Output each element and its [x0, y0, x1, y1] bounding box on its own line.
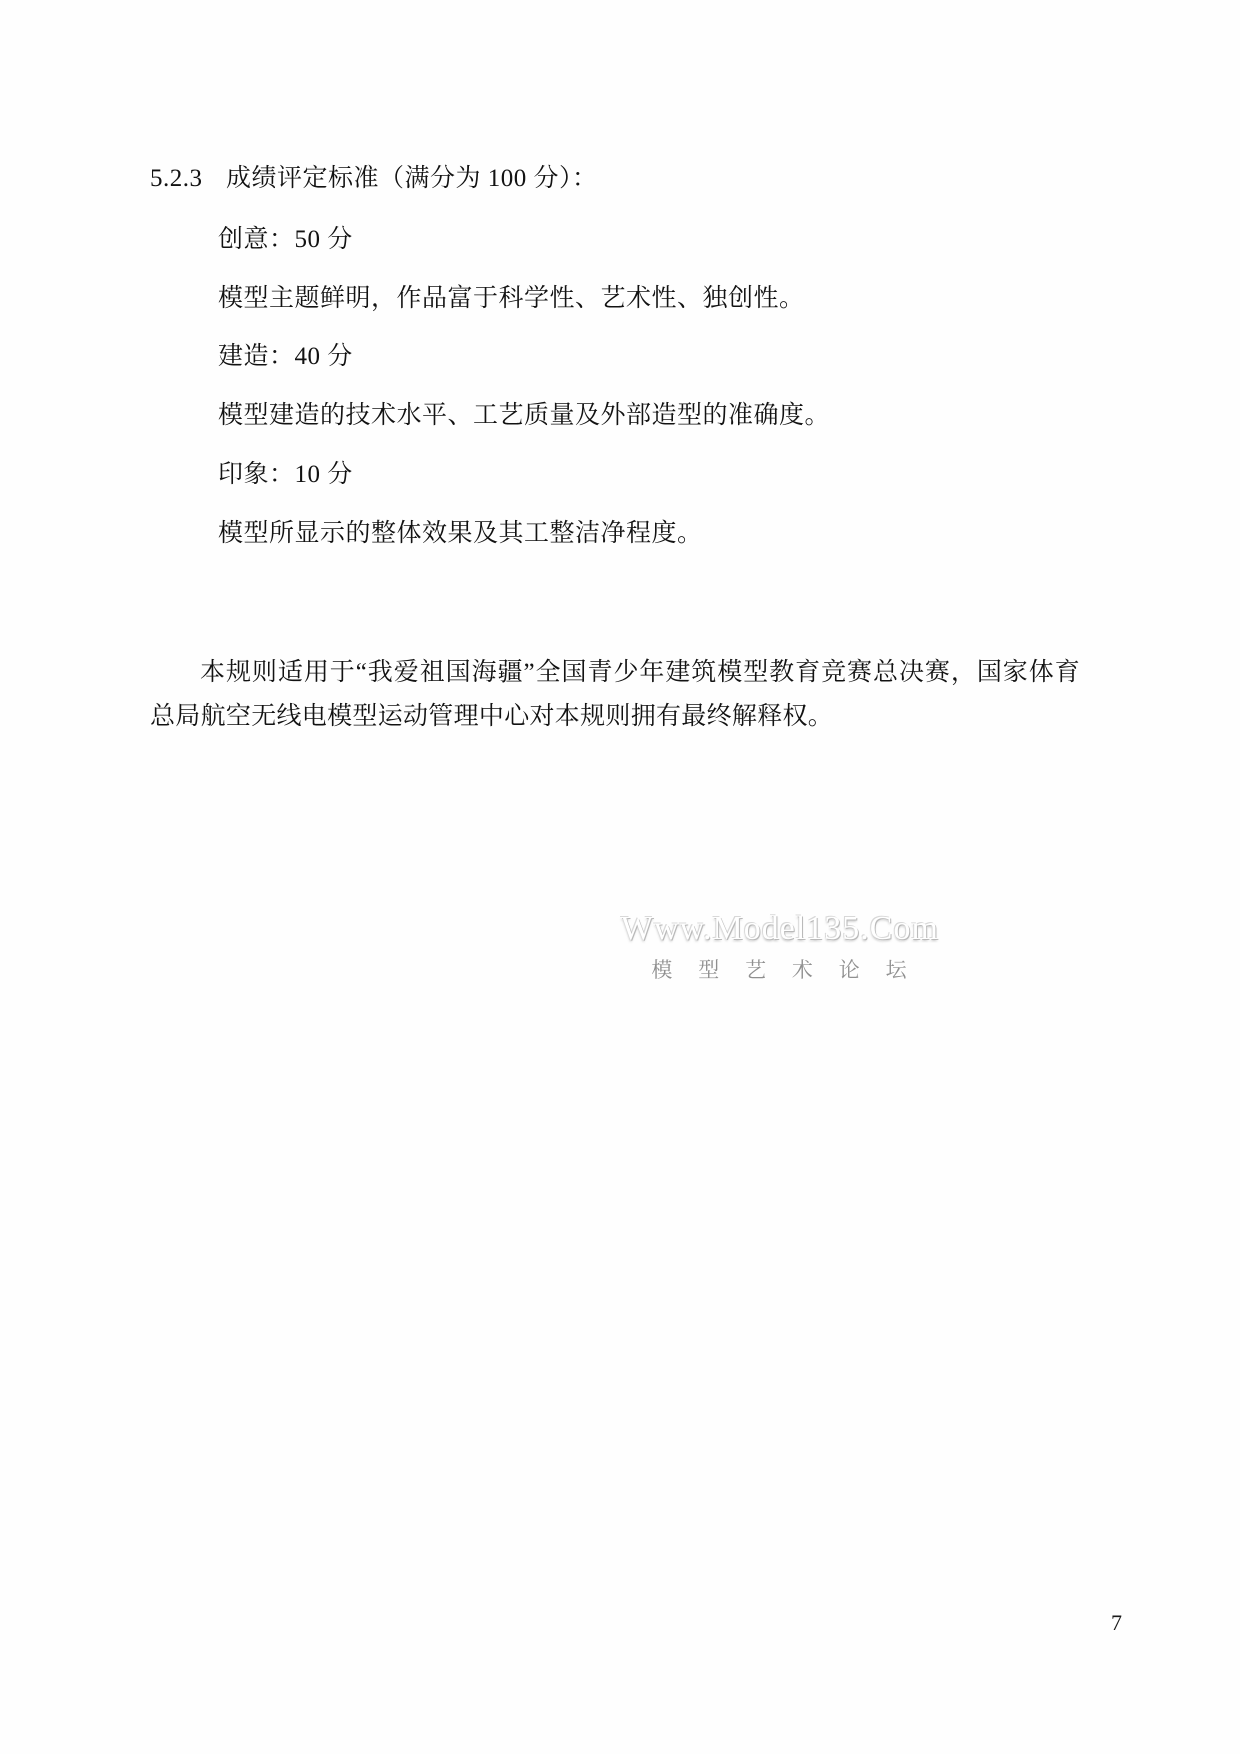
page-number: 7	[1111, 1610, 1122, 1635]
section-heading	[150, 160, 1100, 199]
watermark-url: Www.Model135.Com	[621, 910, 939, 947]
criterion-label-construction: 建造：40 分	[218, 343, 353, 371]
criterion-label-creativity: 创意：50 分	[218, 225, 353, 253]
criterion-description-impression: 模型所显示的整体效果及其工整洁净程度。	[218, 519, 703, 547]
criterion-description-construction: 模型建造的技术水平、工艺质量及外部造型的准确度。	[218, 402, 831, 429]
watermark	[600, 910, 960, 984]
criterion-label-impression: 印象：10 分	[218, 460, 353, 488]
closing-paragraph: 本规则适用于“我爱祖国海疆”全国青少年建筑模型教育竞赛总决赛，国家体育总局航空无线电模型运动管理中心对本规则拥有最终解释权。	[150, 659, 1080, 730]
paragraph-spacer	[150, 573, 1100, 651]
criteria-list	[218, 221, 1100, 554]
watermark-subtitle: 模 型 艺 术 论 坛	[651, 959, 917, 982]
section-number: 5.2.3	[150, 165, 203, 192]
section-title: 成绩评定标准（满分为 100 分）：	[226, 165, 598, 192]
document-body	[150, 160, 1100, 739]
criterion-description-creativity: 模型主题鲜明，作品富于科学性、艺术性、独创性。	[218, 284, 805, 312]
